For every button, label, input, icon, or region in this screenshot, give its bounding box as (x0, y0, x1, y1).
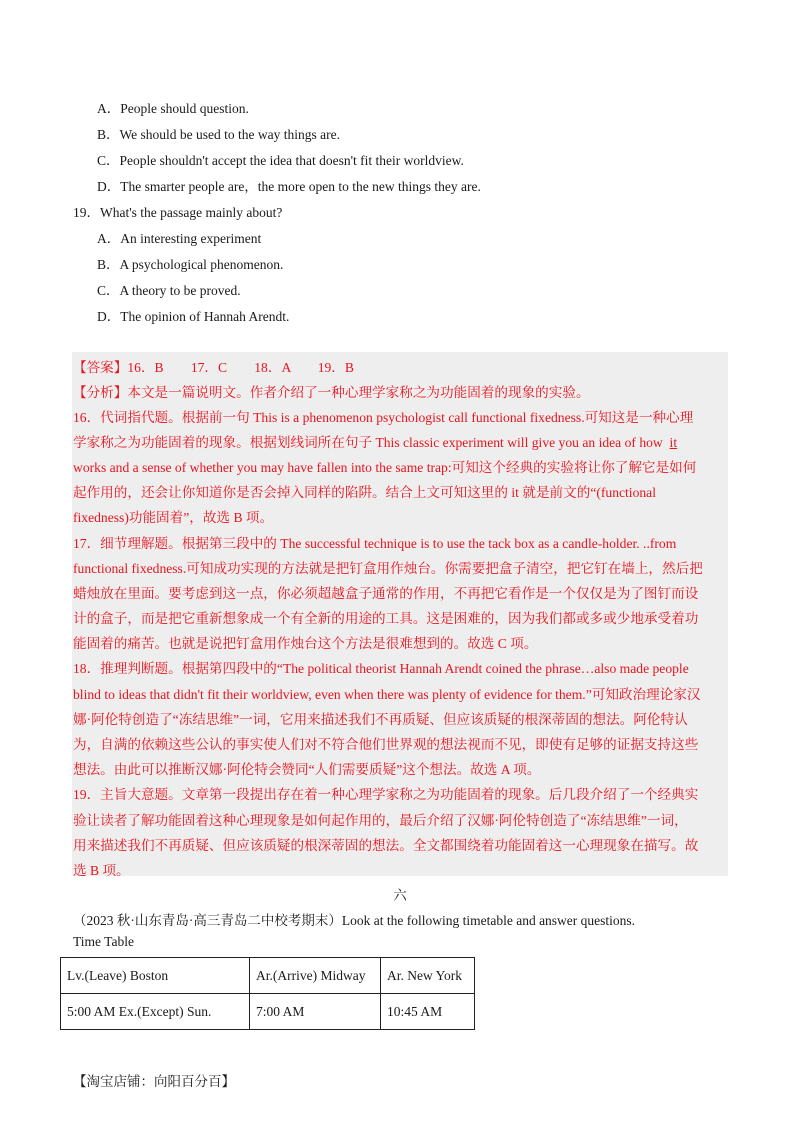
analysis-line: functional fixedness.可知成功实现的方法就是把钉盒用作烛台。你需要把盒子清空，把它钉在墙上，然后把 (73, 561, 703, 576)
table-row (61, 958, 475, 994)
timetable (60, 957, 475, 1030)
table-title: Time Table (73, 934, 134, 949)
analysis-line: 蜡烛放在里面。要考虑到这一点，你必须超越盒子通常的作用，不再把它看作是一个仅仅是为了图钉而设 (73, 586, 699, 601)
q19-option-b: B．A psychological phenomenon. (97, 257, 284, 272)
q19-stem: 19．What's the passage mainly about? (73, 205, 283, 220)
analysis-line: 计的盒子，而是把它重新想象成一个有全新的用途的工具。这是困难的，因为我们都或多或少地承受着功 (73, 611, 699, 626)
analysis-line: 选 B 项。 (73, 863, 130, 878)
table-cell: 10:45 AM (381, 994, 475, 1030)
analysis-line: 想法。由此可以推断汉娜·阿伦特会赞同“人们需要质疑”这个想法。故选 A 项。 (73, 762, 541, 777)
analysis-line: blind to ideas that didn't fit their worldview, even when there was plenty of evidence for them.”可知政治理论家汉 (73, 687, 701, 702)
q18-option-a: A．People should question. (97, 101, 249, 116)
analysis-summary: 【分析】本文是一篇说明文。作者介绍了一种心理学家称之为功能固着的现象的实验。 (73, 385, 590, 400)
underlined-word: it (669, 435, 678, 450)
q18-option-b: B．We should be used to the way things are. (97, 127, 340, 142)
table-cell: 7:00 AM (250, 994, 381, 1030)
analysis-line: 为，自满的依赖这些公认的事实使人们对不符合他们世界观的想法视而不见，即使有足够的证据支持这些 (73, 737, 699, 752)
analysis-line: 19．主旨大意题。文章第一段提出存在着一种心理学家称之为功能固着的现象。后几段介绍了一个经典实 (73, 787, 699, 802)
analysis-line: 17．细节理解题。根据第三段中的 The successful technique is to use the tack box as a candle-holder. ..from (73, 536, 677, 551)
table-header: Ar.(Arrive) Midway (250, 958, 381, 994)
q18-option-d: D．The smarter people are，the more open to the new things they are. (97, 179, 481, 194)
analysis-line: works and a sense of whether you may have fallen into the same trap:可知这个经典的实验将让你了解它是如何 (73, 460, 697, 475)
answer-line: 【答案】16．B 17．C 18．A 19．B (73, 360, 354, 375)
table-header: Ar. New York (381, 958, 475, 994)
section-intro: （2023 秋·山东青岛·高三青岛二中校考期末）Look at the following timetable and answer questions. (73, 913, 636, 928)
analysis-line: 18．推理判断题。根据第四段中的“The political theorist Hannah Arendt coined the phrase…also made people (73, 661, 689, 676)
analysis-line: fixedness)功能固着”，故选 B 项。 (73, 510, 274, 525)
analysis-line: 起作用的，还会让你知道你是否会掉入同样的陷阱。结合上文可知这里的 it 就是前文的“(functional (73, 485, 656, 500)
analysis-line: 学家称之为功能固着的现象。根据划线词所在句子 This classic experiment will give you an idea of how it (73, 435, 678, 450)
analysis-line: 用来描述我们不再质疑、但应该质疑的根深蒂固的想法。全文都围绕着功能固着这一心理现象在描写。故 (73, 838, 699, 853)
table-header: Lv.(Leave) Boston (61, 958, 250, 994)
table-row (61, 994, 475, 1030)
q19-option-c: C．A theory to be proved. (97, 283, 241, 298)
footer-shop-label: 【淘宝店铺：向阳百分百】 (73, 1074, 235, 1089)
analysis-line: 能固着的痛苦。也就是说把钉盒用作烛台这个方法是很难想到的。故选 C 项。 (73, 636, 538, 651)
analysis-line: 验让读者了解功能固着这种心理现象是如何起作用的，最后介绍了汉娜·阿伦特创造了“冻结思维”一词， (73, 813, 688, 828)
q19-option-a: A．An interesting experiment (97, 231, 262, 246)
section-number: 六 (393, 888, 407, 903)
analysis-line: 16．代词指代题。根据前一句 This is a phenomenon psychologist call functional fixedness.可知这是一种心理 (73, 410, 694, 425)
q19-option-d: D．The opinion of Hannah Arendt. (97, 309, 290, 324)
table-cell: 5:00 AM Ex.(Except) Sun. (61, 994, 250, 1030)
analysis-line: 娜·阿伦特创造了“冻结思维”一词，它用来描述我们不再质疑、但应该质疑的根深蒂固的想法。阿伦特认 (73, 712, 688, 727)
q18-option-c: C．People shouldn't accept the idea that doesn't fit their worldview. (97, 153, 464, 168)
